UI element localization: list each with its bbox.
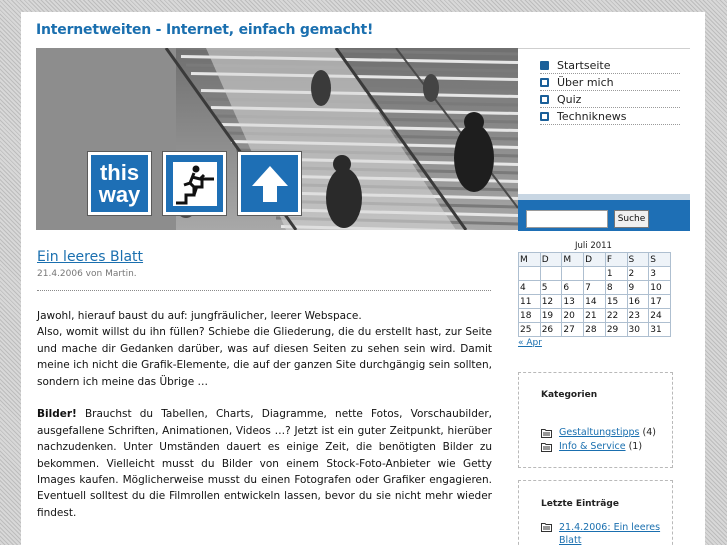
post-meta: 21.4.2006 von Martin. bbox=[37, 269, 137, 279]
category-item bbox=[541, 427, 656, 441]
calendar-weekday: S bbox=[649, 253, 671, 267]
calendar-day: 23 bbox=[627, 309, 649, 323]
recent-posts-widget bbox=[518, 480, 673, 545]
square-bullet-icon bbox=[540, 78, 549, 87]
calendar-day: 13 bbox=[562, 295, 584, 309]
calendar-week-row bbox=[519, 281, 671, 295]
calendar-day: 21 bbox=[584, 309, 606, 323]
nav-item-label: Über mich bbox=[557, 75, 614, 89]
post-divider bbox=[37, 290, 491, 291]
calendar-day: 19 bbox=[540, 309, 562, 323]
calendar-day: 10 bbox=[649, 281, 671, 295]
calendar-weekday: M bbox=[519, 253, 541, 267]
calendar-day: 5 bbox=[540, 281, 562, 295]
nav-item-label: Startseite bbox=[557, 58, 611, 72]
calendar-day: 30 bbox=[627, 323, 649, 337]
calendar-prev-month-link[interactable]: « Apr bbox=[518, 338, 542, 348]
category-link-info-service[interactable]: Info & Service bbox=[559, 441, 626, 452]
calendar-day: 6 bbox=[562, 281, 584, 295]
search-input[interactable] bbox=[526, 210, 608, 228]
calendar-day: 12 bbox=[540, 295, 562, 309]
folder-icon bbox=[541, 442, 552, 452]
calendar-day: 22 bbox=[605, 309, 627, 323]
calendar-day bbox=[540, 267, 562, 281]
categories-widget bbox=[518, 372, 673, 468]
recent-posts-list bbox=[541, 521, 671, 545]
calendar-caption: Juli 2011 bbox=[575, 241, 612, 251]
calendar-day: 8 bbox=[605, 281, 627, 295]
calendar-day: 17 bbox=[649, 295, 671, 309]
header-photo bbox=[36, 48, 518, 230]
calendar-day: 26 bbox=[540, 323, 562, 337]
nav-list bbox=[540, 57, 680, 125]
recent-posts-title: Letzte Einträge bbox=[541, 499, 619, 509]
page-container bbox=[21, 12, 705, 545]
nav-item-label: Quiz bbox=[557, 92, 582, 106]
running-man-stairs-icon bbox=[172, 161, 218, 207]
post-title-link[interactable]: Ein leeres Blatt bbox=[37, 249, 144, 265]
nav-item-ueber-mich[interactable] bbox=[540, 74, 680, 91]
this-way-sign bbox=[88, 152, 151, 215]
square-bullet-icon bbox=[540, 61, 549, 70]
calendar-weekday: D bbox=[584, 253, 606, 267]
category-count: (1) bbox=[628, 441, 643, 452]
up-arrow-sign-icon bbox=[238, 152, 301, 215]
calendar-day: 29 bbox=[605, 323, 627, 337]
calendar-weekday: D bbox=[540, 253, 562, 267]
main-navigation bbox=[518, 48, 690, 230]
calendar-day: 25 bbox=[519, 323, 541, 337]
search-bar bbox=[518, 194, 690, 231]
calendar-weekday-row bbox=[519, 253, 671, 267]
post-body bbox=[37, 308, 492, 538]
search-button[interactable]: Suche bbox=[614, 210, 649, 228]
post-paragraph-2 bbox=[37, 406, 492, 521]
calendar-table bbox=[518, 252, 671, 337]
calendar-week-row bbox=[519, 295, 671, 309]
calendar-day: 11 bbox=[519, 295, 541, 309]
arrow-up-icon bbox=[248, 162, 292, 206]
folder-icon bbox=[541, 522, 552, 532]
post-paragraph-1: Jawohl, hierauf baust du auf: jungfräulicher, leerer Webspace. Also, womit willst du ihn füllen? Schiebe die Gliederung, die du erstellt hast, zur Seite und mache dir Gedanken darüber, was auf diesen Seiten zu sehen sein wird. Damit meine ich nicht die Grafik-Elemente, die auf der ganzen Site durchgängig sein sollten, sondern ich meine das Übrige … bbox=[37, 310, 492, 388]
calendar-day: 31 bbox=[649, 323, 671, 337]
recent-post-link[interactable]: 21.4.2006: Ein leeres Blatt bbox=[559, 522, 661, 545]
calendar-day: 28 bbox=[584, 323, 606, 337]
post-paragraph-2-bold: Bilder! bbox=[37, 408, 77, 421]
nav-item-startseite[interactable] bbox=[540, 57, 680, 74]
calendar-day bbox=[584, 267, 606, 281]
calendar-day: 15 bbox=[605, 295, 627, 309]
recent-post-item bbox=[541, 521, 671, 545]
calendar-day: 16 bbox=[627, 295, 649, 309]
calendar-weekday: F bbox=[605, 253, 627, 267]
nav-item-quiz[interactable] bbox=[540, 91, 680, 108]
this-way-sign-line1: this bbox=[99, 159, 140, 185]
calendar-weekday: M bbox=[562, 253, 584, 267]
calendar-day: 2 bbox=[627, 267, 649, 281]
calendar-day bbox=[519, 267, 541, 281]
calendar-day: 24 bbox=[649, 309, 671, 323]
nav-item-label: Techniknews bbox=[557, 109, 627, 123]
stairs-exit-sign-icon bbox=[163, 152, 226, 215]
calendar-day: 18 bbox=[519, 309, 541, 323]
category-item bbox=[541, 441, 656, 455]
calendar-day: 20 bbox=[562, 309, 584, 323]
calendar-day: 3 bbox=[649, 267, 671, 281]
calendar-day bbox=[562, 267, 584, 281]
calendar-day: 1 bbox=[605, 267, 627, 281]
this-way-sign-line2: way bbox=[98, 181, 141, 207]
categories-list bbox=[541, 427, 656, 455]
calendar-day: 9 bbox=[627, 281, 649, 295]
categories-title: Kategorien bbox=[541, 390, 598, 400]
category-count: (4) bbox=[642, 427, 656, 438]
calendar-weekday: S bbox=[627, 253, 649, 267]
nav-item-techniknews[interactable] bbox=[540, 108, 680, 125]
calendar-week-row bbox=[519, 309, 671, 323]
calendar-day: 27 bbox=[562, 323, 584, 337]
calendar-day: 14 bbox=[584, 295, 606, 309]
calendar-day: 7 bbox=[584, 281, 606, 295]
category-link-gestaltungstipps[interactable]: Gestaltungstipps bbox=[559, 427, 640, 438]
calendar-widget bbox=[518, 241, 671, 348]
calendar-day: 4 bbox=[519, 281, 541, 295]
post-paragraph-2-text: Brauchst du Tabellen, Charts, Diagramme, nette Fotos, Vorschaubilder, ausgefallene Schriften, Animationen, Videos …? Jetzt ist ein guter Zeitpunkt, hierüber nachzudenken. Unter Umständen dauert es einige Zeit, die benötigten Bilder zu bekommen. Vielleicht musst du Bilder von einem Stock-Foto-Anbieter wie Getty Images kaufen. Möglicherweise musst du einen Fotografen oder Grafiker engagieren. Eventuell solltest du die Filmrollen entwickeln lassen, bevor du sie nicht mehr wieder findest. bbox=[37, 408, 492, 519]
square-bullet-icon bbox=[540, 95, 549, 104]
square-bullet-icon bbox=[540, 112, 549, 121]
site-title[interactable]: Internetweiten - Internet, einfach gemacht! bbox=[36, 22, 374, 38]
folder-icon bbox=[541, 428, 552, 438]
calendar-week-row bbox=[519, 323, 671, 337]
calendar-week-row bbox=[519, 267, 671, 281]
